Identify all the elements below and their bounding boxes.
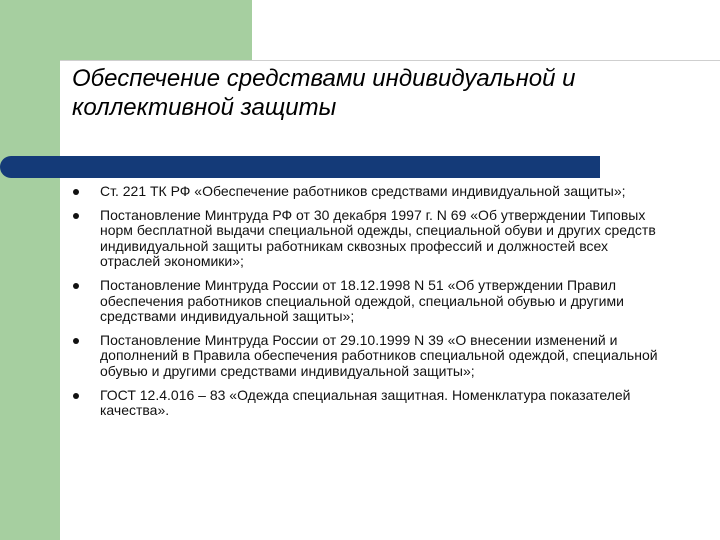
bullet-dot-icon (73, 213, 79, 219)
bullet-text: Постановление Минтруда РФ от 30 декабря 1997 г. N 69 «Об утверждении Типовых норм бесплатной выдачи специальной одежды, специальной обуви и других средств индивидуальной защиты работникам сквозных профессий и должностей всех отраслей экономики»; (100, 206, 656, 270)
bullet-dot-icon (73, 189, 79, 195)
slide-title: Обеспечение средствами индивидуальной и коллективной защиты (72, 65, 576, 121)
list-item (72, 333, 672, 380)
list-item (72, 278, 672, 325)
list-item (72, 208, 672, 270)
bullet-dot-icon (73, 393, 79, 399)
left-decor-strip (0, 0, 60, 540)
title-underline-bar (60, 156, 600, 178)
bullet-dot-icon (73, 338, 79, 344)
bullet-dot-icon (73, 283, 79, 289)
bullet-text: ГОСТ 12.4.016 – 83 «Одежда специальная защитная. Номенклатура показателей качества». (100, 386, 631, 419)
top-decor-block (0, 0, 252, 60)
list-item (72, 184, 672, 200)
bullet-text: Постановление Минтруда России от 29.10.1999 N 39 «О внесении изменений и дополнений в Правила обеспечения работников специальной одеждой, специальной обувью и другими средствами индивидуальной защиты»; (100, 331, 658, 379)
bullet-list (72, 184, 672, 419)
title-divider (60, 60, 720, 61)
bullet-text: Ст. 221 ТК РФ «Обеспечение работников средствами индивидуальной защиты»; (100, 183, 626, 199)
bullet-text: Постановление Минтруда России от 18.12.1998 N 51 «Об утверждении Правил обеспечения работников специальной одеждой, специальной обувью и другими средствами индивидуальной защиты»; (100, 276, 624, 325)
list-item (72, 388, 672, 419)
